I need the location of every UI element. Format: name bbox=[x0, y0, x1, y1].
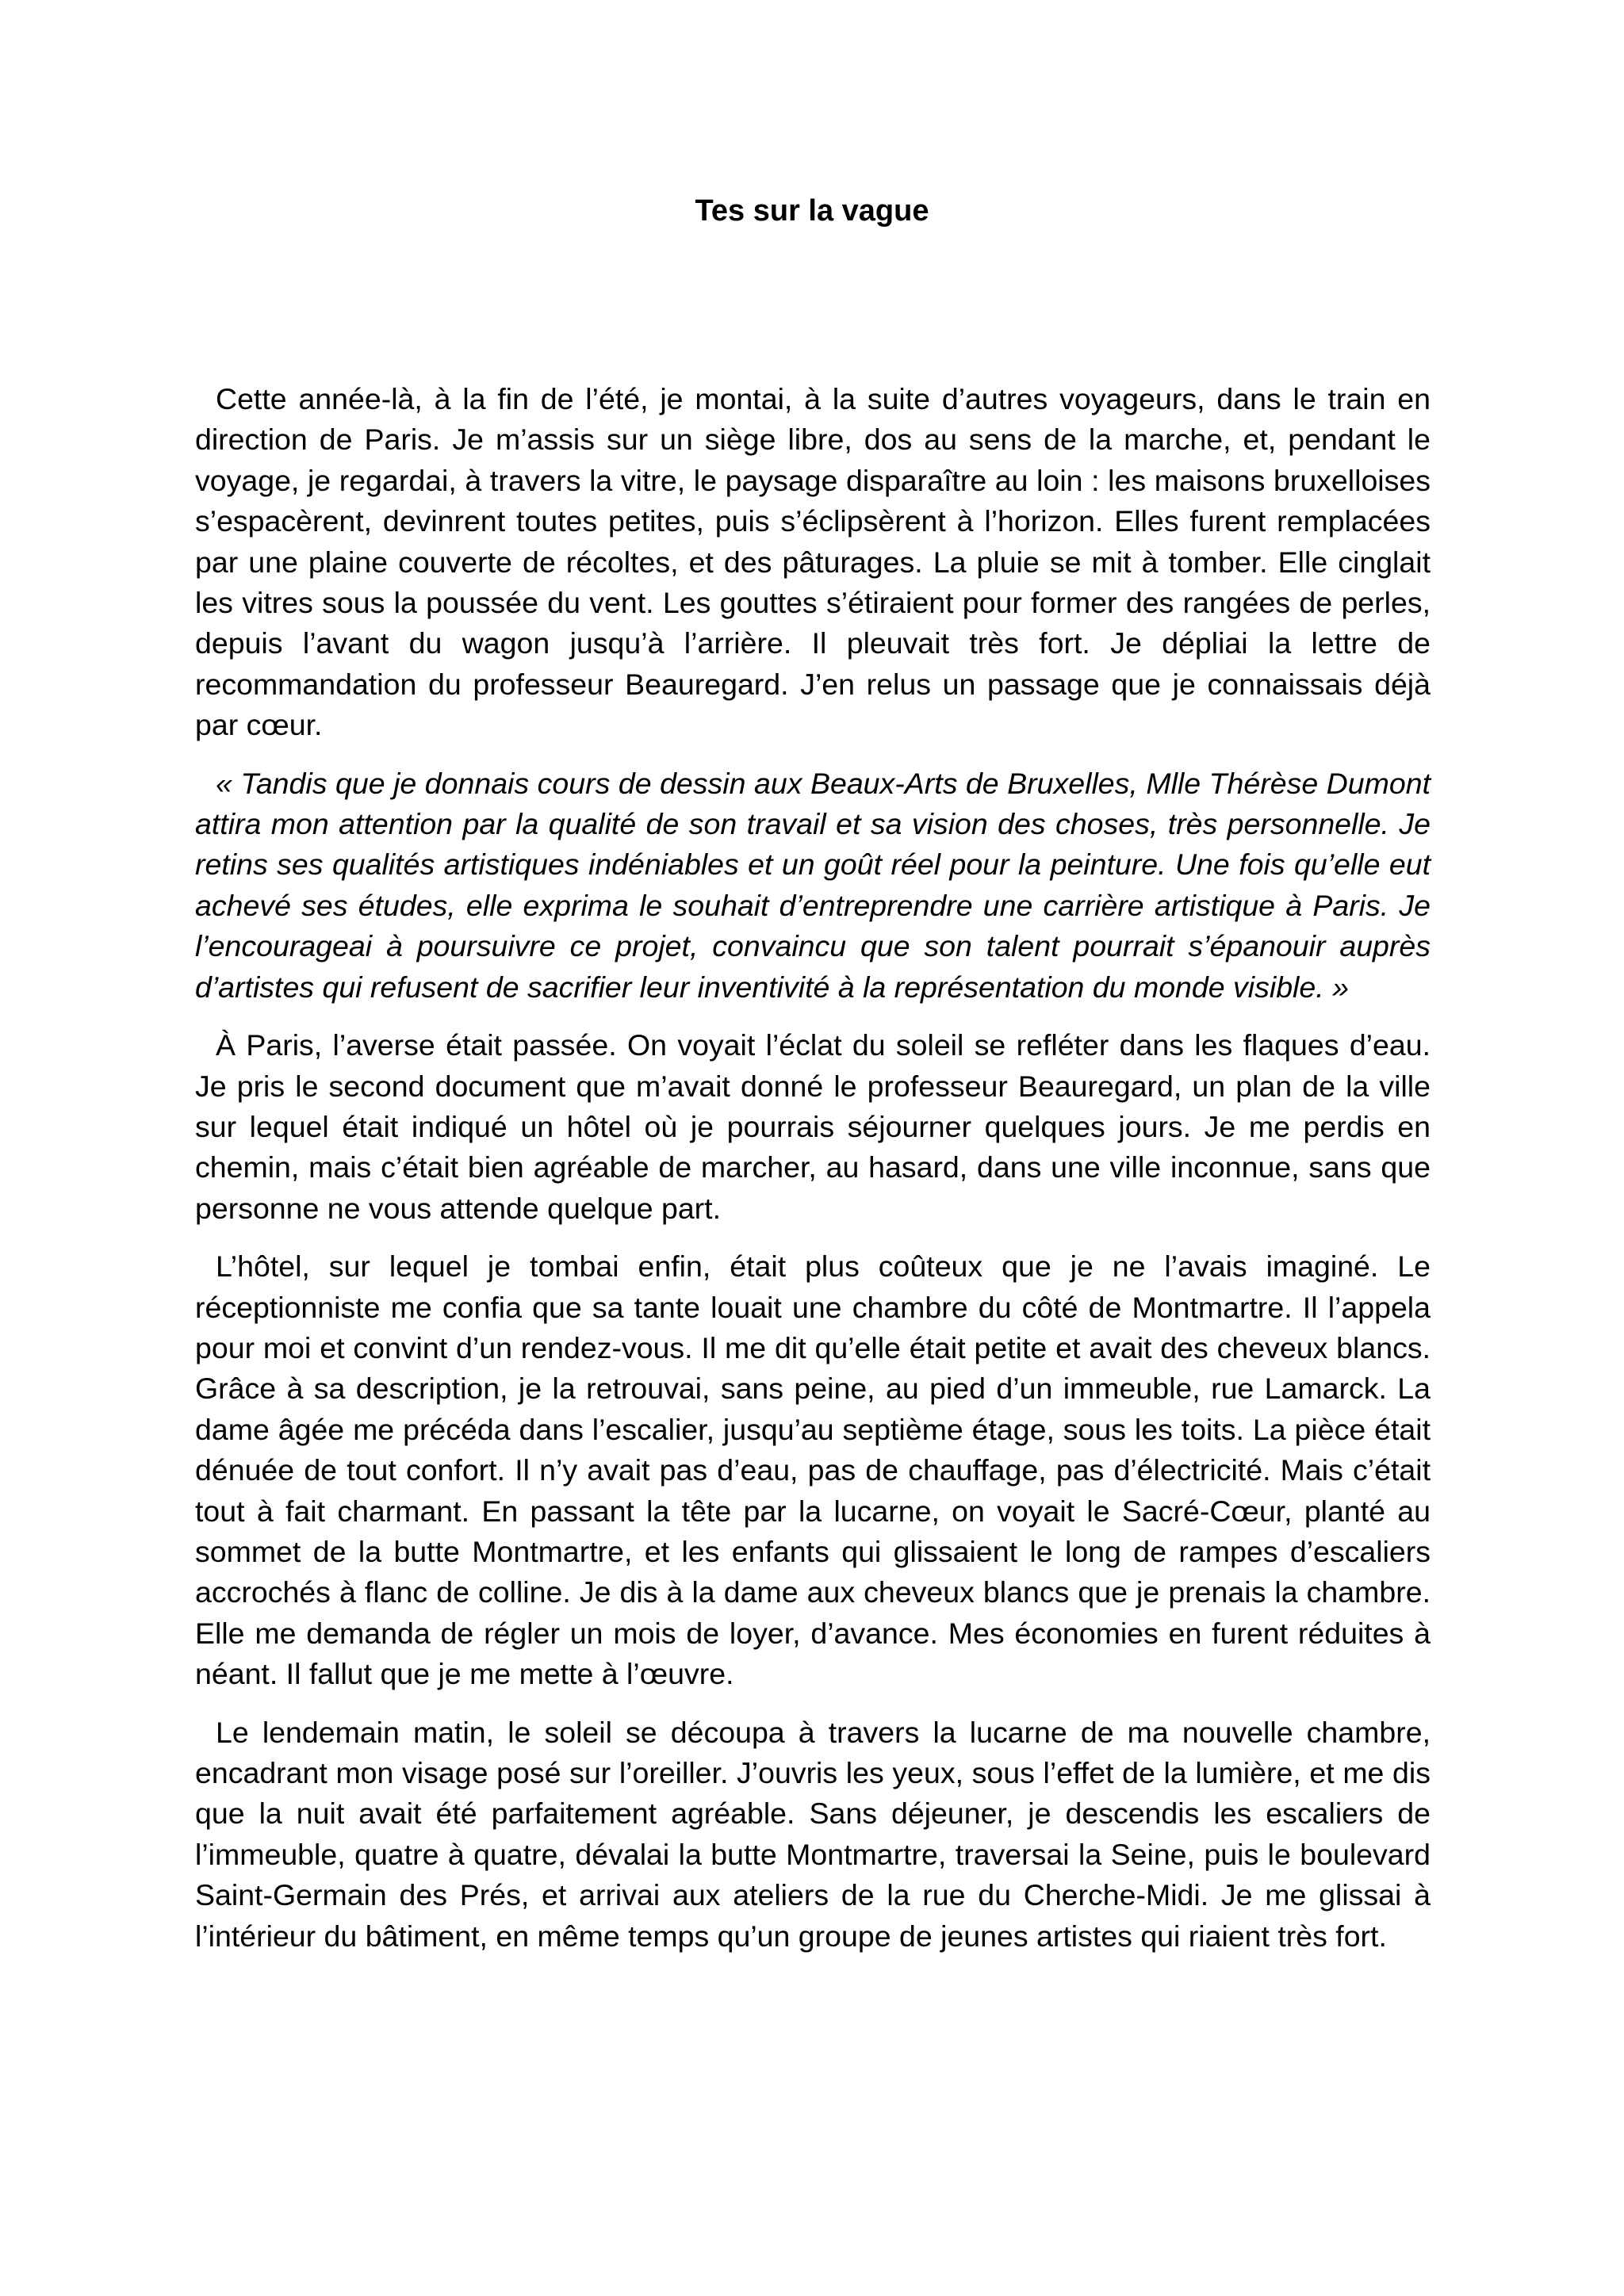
paragraph-4: L’hôtel, sur lequel je tombai enfin, était plus coûteux que je ne l’avais imaginé. Le réceptionniste me confia que sa tante louait une chambre du côté de Montmartre. Il l’appela pour moi et convint d’un rendez-vous. Il me dit qu’elle était petite et avait des cheveux blancs. Grâce à sa description, je la retrouvai, sans peine, au pied d’un immeuble, rue Lamarck. La dame âgée me précéda dans l’escalier, jusqu’au septième étage, sous les toits. La pièce était dénuée de tout confort. Il n’y avait pas d’eau, pas de chauffage, pas d’électricité. Mais c’était tout à fait charmant. En passant la tête par la lucarne, on voyait le Sacré-Cœur, planté au sommet de la butte Montmartre, et les enfants qui glissaient le long de rampes d’escaliers accrochés à flanc de colline. Je dis à la dame aux cheveux blancs que je prenais la chambre. Elle me demanda de régler un mois de loyer, d’avance. Mes économies en furent réduites à néant. Il fallut que je me mette à l’œuvre. bbox=[195, 1249, 1431, 1691]
paragraph-1: Cette année-là, à la fin de l’été, je montai, à la suite d’autres voyageurs, dans le train en direction de Paris. Je m’assis sur un siège libre, dos au sens de la marche, et, pendant le voyage, je regardai, à travers la vitre, le paysage disparaître au loin : les maisons bruxelloises s’espacèrent, devinrent toutes petites, puis s’éclipsèrent à l’horizon. Elles furent remplacées par une plaine couverte de récoltes, et des pâturages. La pluie se mit à tomber. Elle cinglait les vitres sous la poussée du vent. Les gouttes s’étiraient pour former des rangées de perles, depuis l’avant du wagon jusqu’à l’arrière. Il pleuvait très fort. Je dépliai la lettre de recommandation du professeur Beauregard. J’en relus un passage que je connaissais déjà par cœur. bbox=[195, 382, 1431, 742]
document-body bbox=[195, 379, 1431, 1974]
quoted-letter-paragraph: « Tandis que je donnais cours de dessin aux Beaux-Arts de Bruxelles, Mlle Thérèse Dumont attira mon attention par la qualité de son travail et sa vision des choses, très personnelle. Je retins ses qualités artistiques indéniables et un goût réel pour la peinture. Une fois qu’elle eut achevé ses études, elle exprima le souhait d’entreprendre une carrière artistique à Paris. Je l’encourageai à poursuivre ce projet, convaincu que son talent pourrait s’épanouir auprès d’artistes qui refusent de sacrifier leur inventivité à la représentation du monde visible. » bbox=[195, 766, 1431, 1004]
document-title: Tes sur la vague bbox=[695, 194, 929, 228]
paragraph-3: À Paris, l’averse était passée. On voyait l’éclat du soleil se refléter dans les flaques d’eau. Je pris le second document que m’avait donné le professeur Beauregard, un plan de la ville sur lequel était indiqué un hôtel où je pourrais séjourner quelques jours. Je me perdis en chemin, mais c’était bien agréable de marcher, au hasard, dans une ville inconnue, sans que personne ne vous attende quelque part. bbox=[195, 1028, 1431, 1225]
paragraph-5: Le lendemain matin, le soleil se découpa à travers la lucarne de ma nouvelle chambre, encadrant mon visage posé sur l’oreiller. J’ouvris les yeux, sous l’effet de la lumière, et me dis que la nuit avait été parfaitement agréable. Sans déjeuner, je descendis les escaliers de l’immeuble, quatre à quatre, dévalai la butte Montmartre, traversai la Seine, puis le boulevard Saint-Germain des Prés, et arrivai aux ateliers de la rue du Cherche-Midi. Je me glissai à l’intérieur du bâtiment, en même temps qu’un groupe de jeunes artistes qui riaient très fort. bbox=[195, 1715, 1431, 1953]
